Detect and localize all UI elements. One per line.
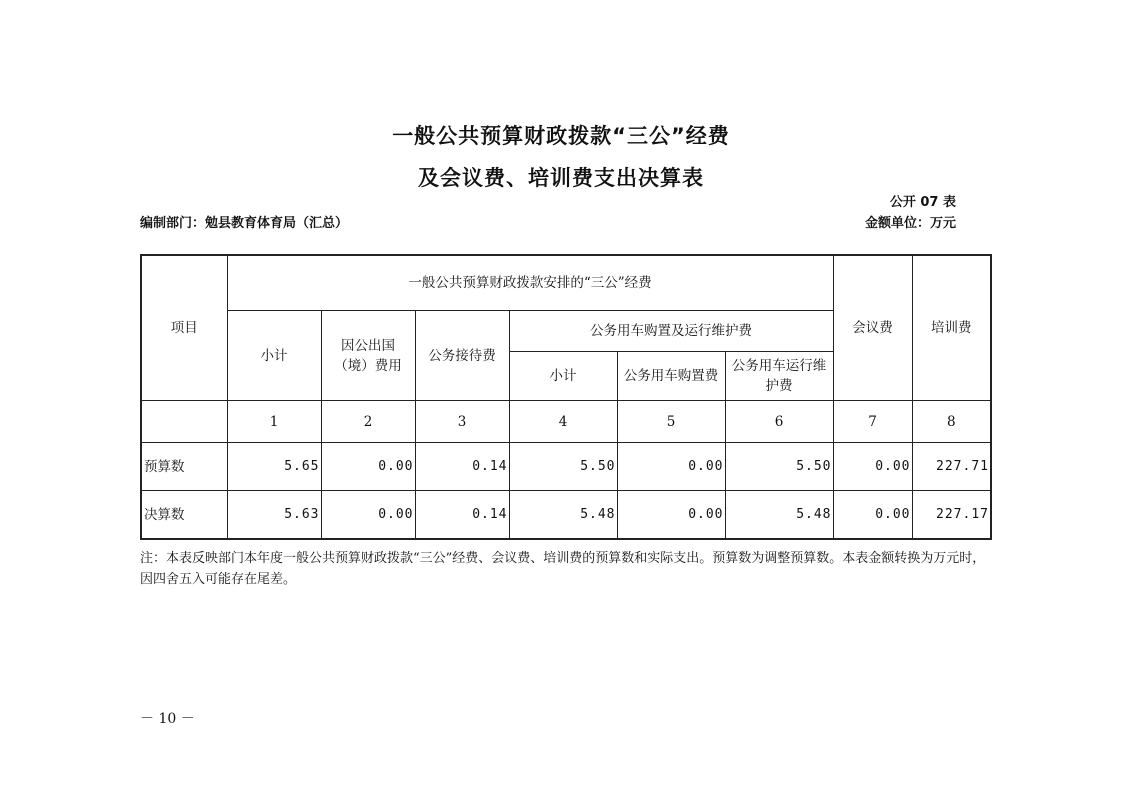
table-note: 注：本表反映部门本年度一般公共预算财政拨款“三公”经费、会议费、培训费的预算数和实际支出。预算数为调整预算数。本表金额转换为万元时，因四舍五入可能存在尾差。 (140, 551, 986, 587)
table-row-budget (141, 443, 991, 491)
amount-unit-label: 金额单位：万元 (864, 216, 956, 231)
cell-value: 5.63 (227, 491, 321, 540)
column-number: 4 (509, 401, 617, 443)
header-vehicle-group: 公务用车购置及运行维护费 (509, 311, 833, 352)
cell-value: 0.14 (415, 491, 509, 540)
cell-value: 0.00 (617, 443, 725, 491)
cell-value: 0.00 (833, 491, 912, 540)
header-vehicle-subtotal: 小计 (509, 352, 617, 401)
header-item: 项目 (141, 255, 227, 401)
header-reception: 公务接待费 (415, 311, 509, 401)
column-number: 5 (617, 401, 725, 443)
cell-value: 5.50 (509, 443, 617, 491)
header-three-public-group: 一般公共预算财政拨款安排的“三公”经费 (227, 255, 833, 311)
row-label: 预算数 (141, 443, 227, 491)
column-number: 2 (321, 401, 415, 443)
cell-value: 227.71 (912, 443, 991, 491)
column-number: 6 (725, 401, 833, 443)
cell-value: 0.00 (321, 443, 415, 491)
column-number: 1 (227, 401, 321, 443)
row-label: 决算数 (141, 491, 227, 540)
column-number-blank (141, 401, 227, 443)
header-training: 培训费 (912, 255, 991, 401)
column-number: 7 (833, 401, 912, 443)
cell-value: 0.00 (617, 491, 725, 540)
column-number: 8 (912, 401, 991, 443)
header-vehicle-purchase: 公务用车购置费 (617, 352, 725, 401)
column-number: 3 (415, 401, 509, 443)
cell-value: 0.00 (833, 443, 912, 491)
cell-value: 5.48 (725, 491, 833, 540)
cell-value: 0.14 (415, 443, 509, 491)
report-subtitle: 及会议费、培训费支出决算表 (418, 166, 704, 190)
cell-value: 5.65 (227, 443, 321, 491)
header-row-1 (141, 255, 991, 311)
header-overseas: 因公出国（境）费用 (321, 311, 415, 401)
expenditure-table (140, 254, 992, 540)
header-subtotal: 小计 (227, 311, 321, 401)
report-title: 一般公共预算财政拨款“三公”经费 (392, 124, 730, 148)
department-label: 编制部门：勉县教育体育局（汇总） (140, 216, 349, 231)
page-number: － 10 － (140, 711, 195, 727)
cell-value: 0.00 (321, 491, 415, 540)
header-vehicle-operation: 公务用车运行维护费 (725, 352, 833, 401)
cell-value: 227.17 (912, 491, 991, 540)
header-meeting: 会议费 (833, 255, 912, 401)
cell-value: 5.50 (725, 443, 833, 491)
cell-value: 5.48 (509, 491, 617, 540)
table-row-final (141, 491, 991, 540)
column-number-row (141, 401, 991, 443)
table-code: 公开 07 表 (889, 195, 956, 210)
